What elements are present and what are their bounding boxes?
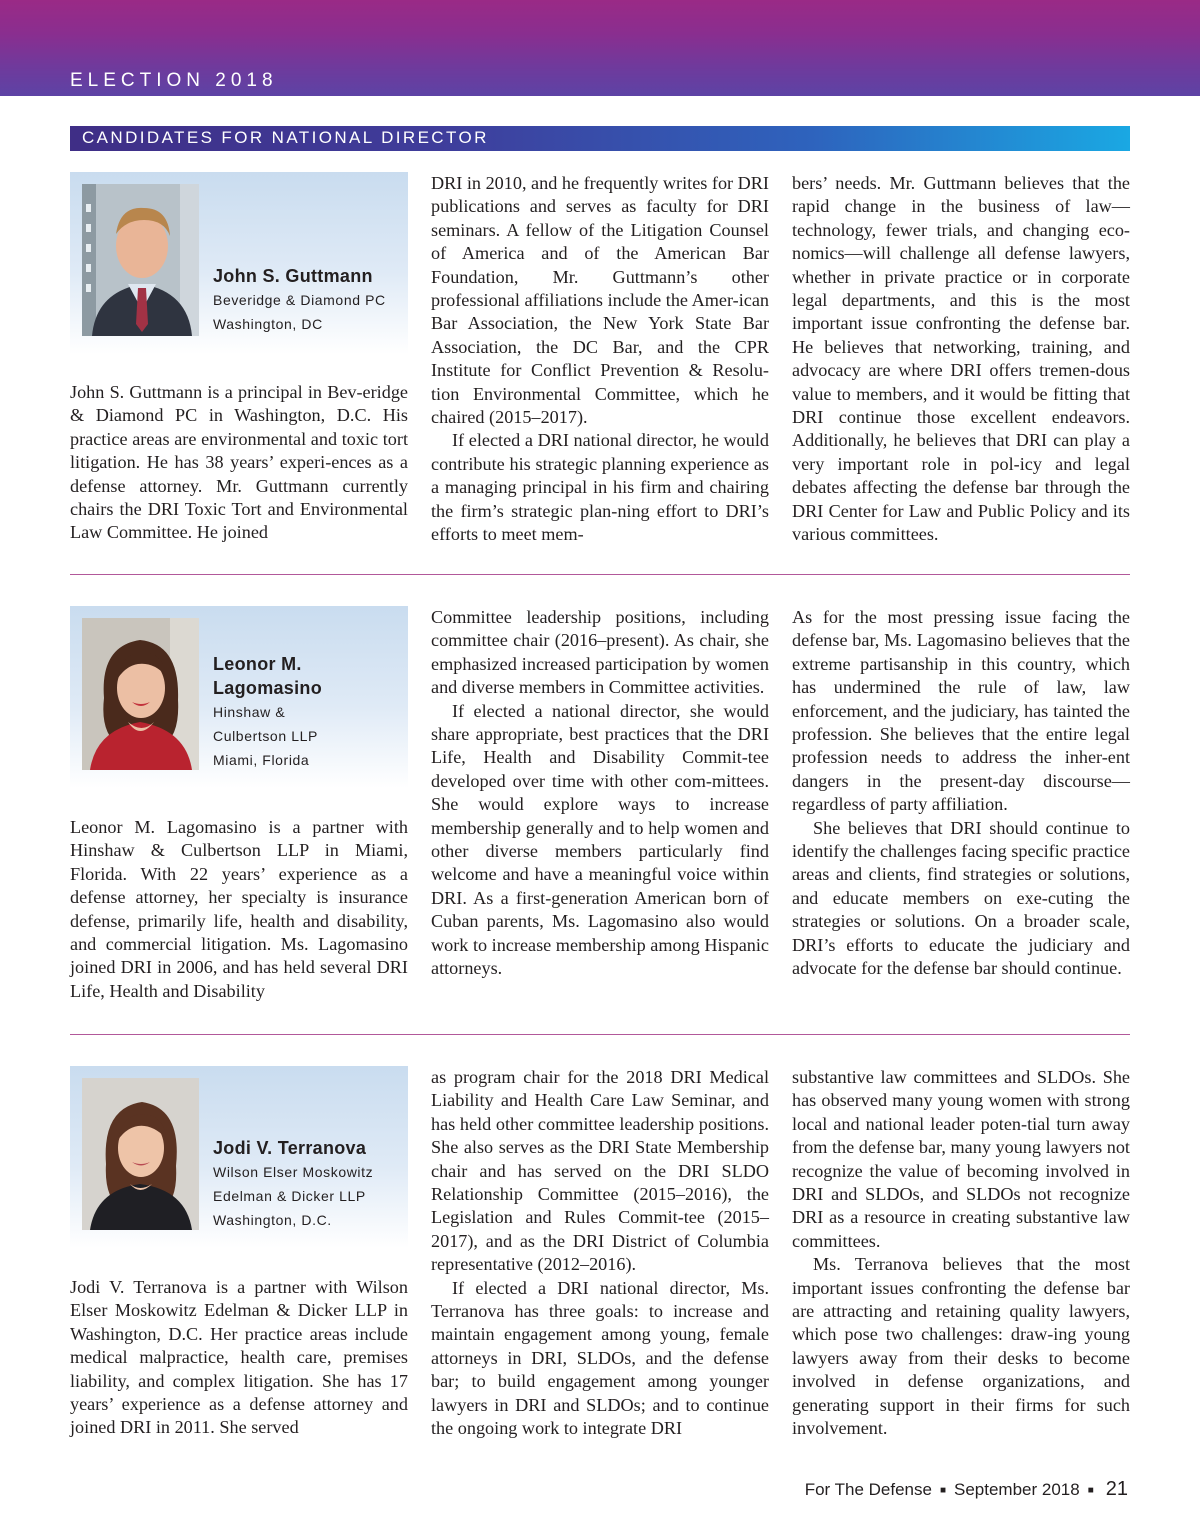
candidate-guttmann	[70, 172, 1130, 552]
bio-paragraph: She believes that DRI should continue to identify the challenges facing specific practice areas and clients, find strategies or solutions, and educate members on exe-cuting the strategies or solutions. On a broader scale, DRI’s efforts to educate the judiciary and advocate for the defense bar should continue.	[792, 817, 1130, 979]
profile-box	[70, 172, 408, 354]
candidate-firm: Culbertson LLP	[213, 728, 318, 744]
bio-column-1	[70, 1276, 408, 1440]
bio-paragraph: Leonor M. Lagomasino is a partner with Hinshaw & Culbertson LLP in Miami, Florida. With 22 years’ experience as a defense attorney, her specialty is insurance defense, primarily life, health and disability, and commercial litigation. Ms. Lagomasino joined DRI in 2006, and has held several DRI Life, Health and Disability	[70, 817, 408, 1001]
bio-column-2	[431, 606, 769, 981]
bio-column-1	[70, 816, 408, 1003]
candidate-divider	[70, 1034, 1130, 1035]
candidate-photo	[82, 618, 199, 770]
candidate-location: Washington, DC	[213, 316, 323, 332]
footer-bullet-icon: ■	[1087, 1485, 1094, 1496]
candidate-location: Miami, Florida	[213, 752, 310, 768]
candidate-location: Washington, D.C.	[213, 1212, 332, 1228]
bio-column-3	[792, 1066, 1130, 1441]
footer-bullet-icon: ■	[939, 1485, 946, 1496]
bio-paragraph: If elected a national director, she would share appropriate, best practices that the DRI Life, Health and Disability Commit-tee developed over time with other com-mittees. She would explore ways to increase membership generally and to help women and other diverse members particularly find welcome and have a meaningful voice within DRI. As a first-generation American born of Cuban parents, Ms. Lagomasino also would work to increase membership among Hispanic attorneys.	[431, 700, 769, 979]
bio-column-3	[792, 606, 1130, 981]
bio-column-3	[792, 172, 1130, 547]
candidate-ident	[213, 264, 386, 336]
bio-column-1	[70, 381, 408, 545]
bio-paragraph: If elected a DRI national director, Ms. Terranova has three goals: to increase and maintain engagement among young, female attorneys in DRI, SLDOs, and the defense bar; to build engagement among younger lawyers in DRI and SLDOs; and to continue the ongoing work to integrate DRI	[431, 1277, 769, 1439]
page-footer	[805, 1478, 1128, 1501]
candidate-divider	[70, 574, 1130, 575]
footer-date: September 2018	[954, 1480, 1080, 1499]
bio-paragraph: As for the most pressing issue facing the defense bar, Ms. Lagomasino believes that the extreme partisanship in this country, which has undermined the rule of law, law enforcement, and the judiciary, has tainted the profession. She believes that the entire legal profession needs to address the inher-ent dangers in the present-day discourse—regardless of party affiliation.	[792, 607, 1130, 815]
candidate-photo	[82, 184, 199, 336]
bio-column-2	[431, 1066, 769, 1441]
candidate-ident	[213, 1136, 373, 1232]
bio-paragraph: DRI in 2010, and he frequently writes for DRI publications and serves as faculty for DRI seminars. A fellow of the Litigation Counsel of America and of the American Bar Foundation, Mr. Guttmann’s other professional affiliations include the Amer-ican Bar Association, the New York State Bar Association, the DC Bar, and the CPR Institute for Conflict Prevention & Resolu-tion Environmental Committee, which he chaired (2015–2017).	[431, 173, 769, 428]
page-number: 21	[1105, 1478, 1128, 1500]
section-title-bar	[70, 126, 1130, 151]
bio-paragraph: Committee leadership positions, including committee chair (2016–present). As chair, she emphasized increased participation by women and diverse members in Committee activities.	[431, 607, 769, 698]
profile-box	[70, 606, 408, 788]
candidate-terranova	[70, 1066, 1130, 1476]
bio-paragraph: John S. Guttmann is a principal in Bev-eridge & Diamond PC in Washington, D.C. His practice areas are environmental and toxic tort litigation. He has 38 years’ experi-ences as a defense attorney. Mr. Guttmann currently chairs the DRI Toxic Tort and Environmental Law Committee. He joined	[70, 382, 408, 543]
candidate-firm: Beveridge & Diamond PC	[213, 292, 386, 308]
header-band	[0, 0, 1200, 96]
bio-paragraph: Jodi V. Terranova is a partner with Wilson Elser Moskowitz Edelman & Dicker LLP in Washington, D.C. Her practice areas include medical malpractice, health care, premises liability, and complex litigation. She has 17 years’ experience as a defense attorney and joined DRI in 2011. She served	[70, 1277, 408, 1438]
candidate-firm: Wilson Elser Moskowitz	[213, 1164, 374, 1180]
candidate-firm: Edelman & Dicker LLP	[213, 1188, 366, 1204]
candidate-photo	[82, 1078, 199, 1230]
candidate-name: Leonor M.	[213, 654, 302, 674]
bio-paragraph: bers’ needs. Mr. Guttmann believes that the rapid change in the business of law—technology, fewer trials, and changing eco-nomics—will challenge all defense lawyers, whether in private practice or in corporate legal departments, and this is the most important issue confronting the defense bar. He believes that networking, training, and advocacy are where DRI offers tremen-dous value to members, and it would be fitting that DRI continue those excellent endeavors. Additionally, he believes that DRI can play a very important role in pol-icy and legal debates affecting the defense bar through the DRI Center for Law and Public Policy and its various committees.	[792, 173, 1130, 545]
bio-paragraph: Ms. Terranova believes that the most important issues confronting the defense bar are attracting and retaining quality lawyers, which pose two challenges: draw-ing young lawyers away from their desks to become involved in defense organizations, and generating support in their firms for such involvement.	[792, 1254, 1130, 1439]
bio-paragraph: substantive law committees and SLDOs. She has observed many young women with strong local and national leader poten-tial turn away from the defense bar, many young lawyers not recognize the value of becoming involved in DRI and SLDOs, and SLDOs not recognize DRI as a resource in creating substantive law committees.	[792, 1067, 1130, 1251]
profile-box	[70, 1066, 408, 1248]
candidate-firm: Hinshaw &	[213, 704, 286, 720]
section-kicker: ELECTION 2018	[70, 70, 278, 91]
bio-paragraph: If elected a DRI national director, he would contribute his strategic planning experience as a managing principal in his firm and chairing the firm’s strategic plan-ning effort to DRI’s efforts to meet mem-	[431, 430, 769, 545]
footer-publication: For The Defense	[804, 1480, 932, 1499]
candidate-ident	[213, 652, 322, 772]
bio-paragraph: as program chair for the 2018 DRI Medical Liability and Health Care Law Seminar, and has held other committee leadership positions. She also serves as the DRI State Membership chair and has served on the DRI SLDO Relationship Committee (2015–2016), the Legislation and Rules Commit-tee (2015–2017), and as the DRI District of Columbia representative (2012–2016).	[431, 1067, 769, 1275]
candidate-name: Jodi V. Terranova	[213, 1138, 367, 1158]
candidate-name: John S. Guttmann	[213, 266, 373, 286]
bio-column-2	[431, 172, 769, 547]
candidate-lagomasino	[70, 606, 1130, 1006]
candidate-name: Lagomasino	[213, 678, 323, 698]
section-title: CANDIDATES FOR NATIONAL DIRECTOR	[82, 128, 489, 147]
